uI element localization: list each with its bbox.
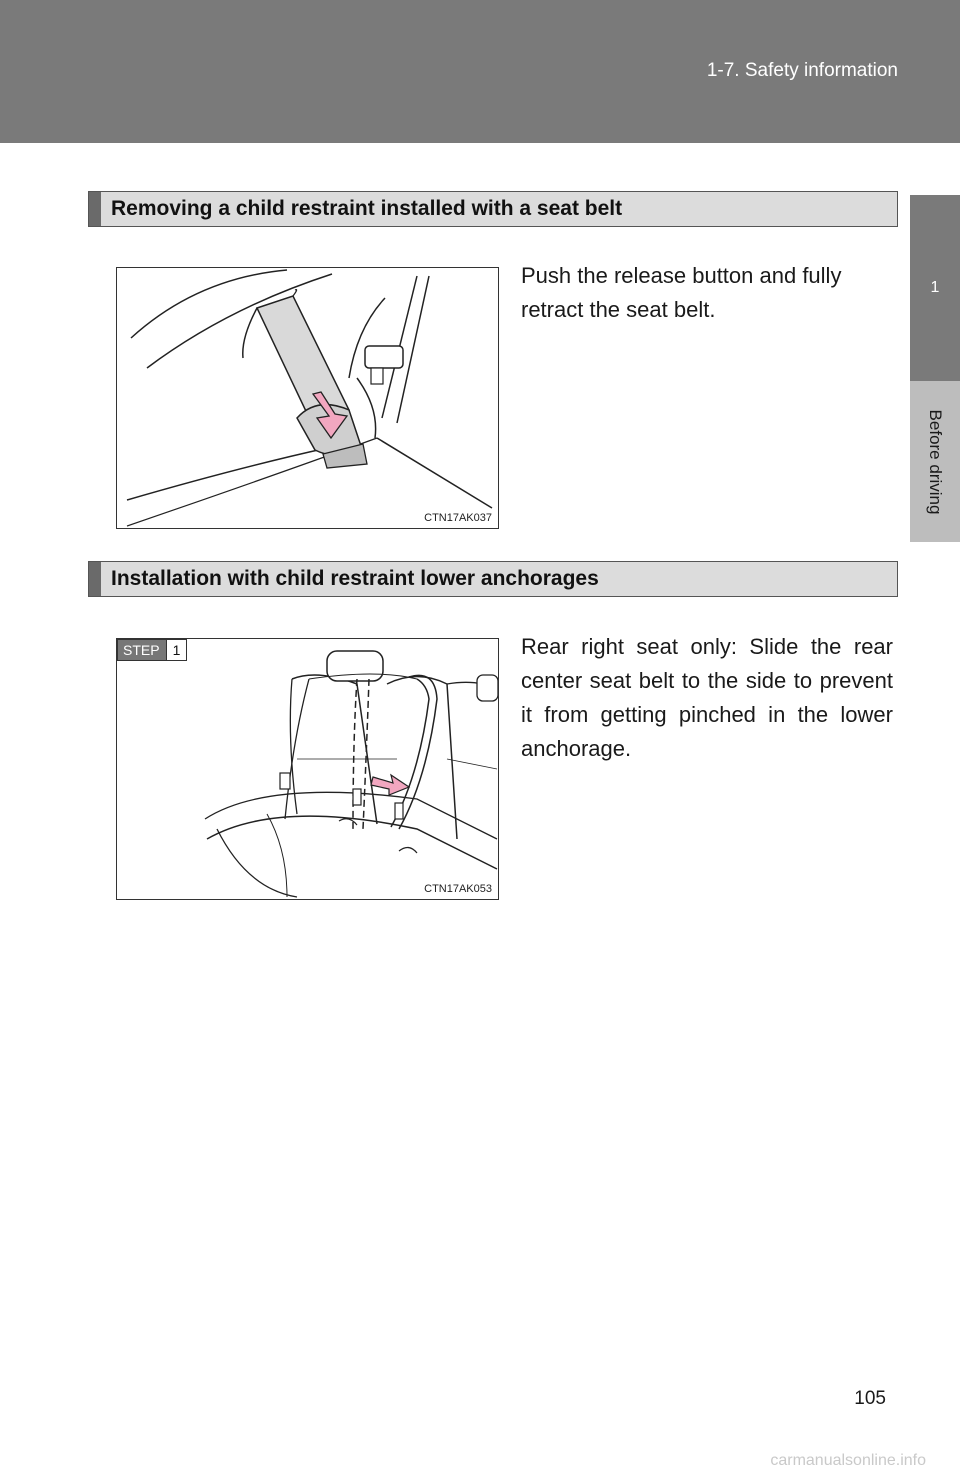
figure-seat-belt-release [116, 267, 499, 529]
rear-seat-illustration [117, 639, 498, 899]
chapter-label-tab [910, 381, 960, 542]
instruction-text-release: Push the release button and fully retract the seat belt. [521, 263, 842, 322]
page-number: 105 [854, 1388, 886, 1409]
header-band [0, 0, 960, 143]
figure-code: CTN17AK037 [424, 512, 492, 524]
section-heading-lower-anchorages [88, 561, 898, 597]
watermark: carmanualsonline.info [770, 1452, 926, 1469]
section-heading-removing [88, 191, 898, 227]
heading-text: Installation with child restraint lower anchorages [111, 567, 599, 590]
step-number: 1 [166, 640, 187, 660]
heading-text: Removing a child restraint installed with a seat belt [111, 197, 623, 220]
step-badge [117, 639, 187, 661]
step-label: STEP [118, 640, 166, 660]
chapter-label: Before driving [926, 409, 945, 514]
seat-belt-release-illustration [117, 268, 498, 528]
figure-rear-seat [116, 638, 499, 900]
section-title: 1-7. Safety information [706, 60, 898, 81]
chapter-number: 1 [930, 279, 940, 296]
chapter-number-tab [910, 195, 960, 381]
instruction-text-slide-belt: Rear right seat only: Slide the rear center seat belt to the side to prevent it from getting pinched in the lower anchorage. [521, 634, 893, 761]
heading-bar [89, 192, 101, 226]
figure-code: CTN17AK053 [424, 883, 492, 895]
heading-bar [89, 562, 101, 596]
